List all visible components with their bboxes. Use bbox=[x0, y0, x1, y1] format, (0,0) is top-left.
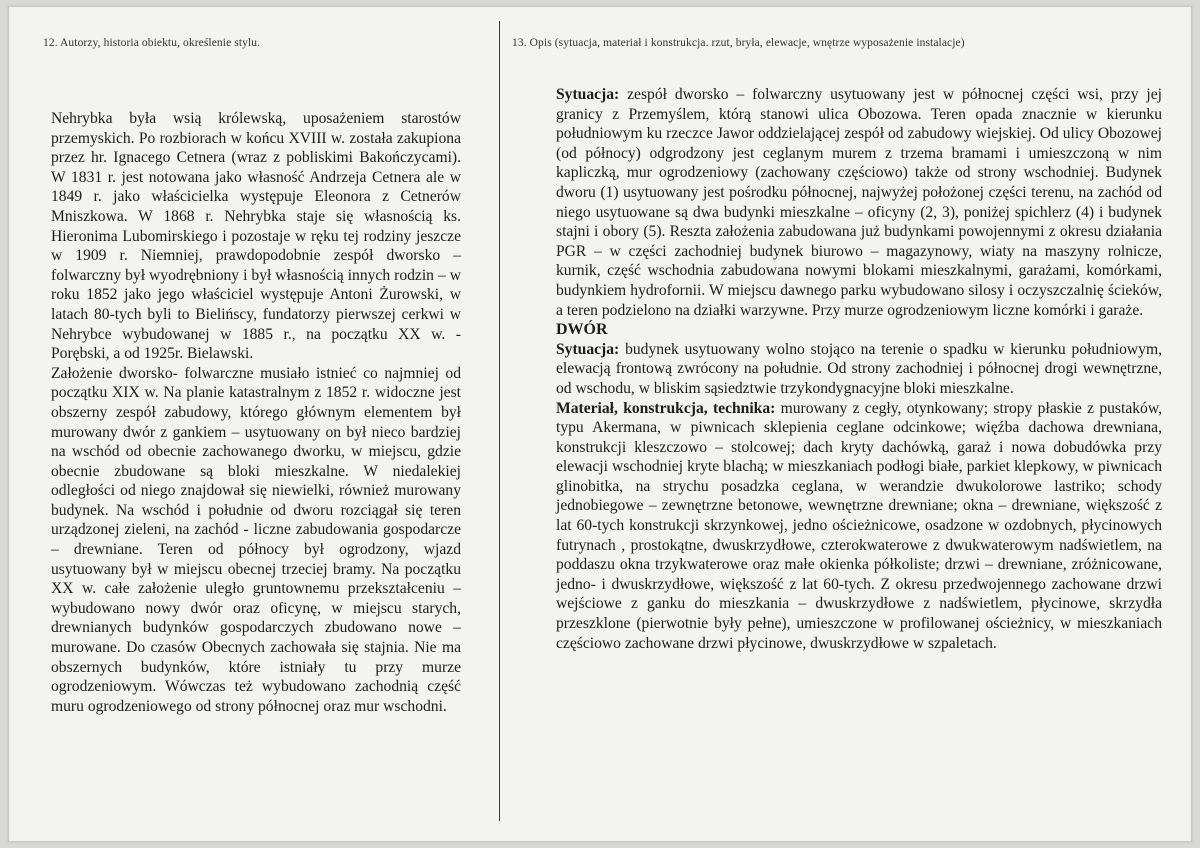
site-situation-paragraph bbox=[556, 85, 1162, 320]
manor-situation-paragraph bbox=[556, 340, 1162, 399]
material-paragraph bbox=[556, 399, 1162, 654]
material-text: murowany z cegły, otynkowany; stropy płaskie z pustaków, typu Akermana, w piwnicach sklepienia ceglane odcinkowe; więźba dachowa drewniana, konstrukcji kleszczowo – stolcowej; dach kryty dachówką, garaż i nowa dobudówka przy elewacji wschodniej kryte blachą; w mieszkaniach podłogi białe, parkiet klepkowy, w piwnicach glinobitka, na strychu posadzka ceglana, w werandzie dwukolorowe lastriko; schody jednobiegowe – zewnętrzne betonowe, wewnętrzne drewniane; okna – drewniane, większość z lat 60-tych konstrukcji skrzynkowej, jedno ościeżnicowe, osadzone w ozdobnych, płycinowych futrynach , prostokątne, dwuskrzydłowe, czterokwaterowe z dwukwaterowym nadświetlem, na poddaszu okna trzykwaterowe oraz małe okienka półkoliste; drzwi – drewniane, zróżnicowane, jedno- i dwuskrzydłowe, większość z lat 60-tych. Z okresu przedwojennego zachowane drzwi wejściowe z ganku do mieszkania – dwuskrzydłowe z nadświetlem, płycinowe, skrzydła przeszklone (pierwotnie były pełne), umieszczone w profilowanej ościeżnicy, w mieszkaniach częściowo zachowane drzwi płycinowe, dwuskrzydłowe w szpaletach. bbox=[556, 399, 1162, 652]
manor-situation-text: budynek usytuowany wolno stojąco na terenie o spadku w kierunku południowym, elewacją frontową zwrócony na południe. Od strony zachodniej i północnej drogi wewnętrzne, od wschodu, w bliskim sąsiedztwie trzykondygnacyjne bloki mieszkalne. bbox=[556, 340, 1162, 397]
history-column bbox=[51, 109, 461, 716]
manor-heading: DWÓR bbox=[556, 321, 608, 339]
site-situation-label: Sytuacja: bbox=[556, 86, 620, 103]
history-paragraph-2: Założenie dworsko- folwarczne musiało istnieć co najmniej od początku XIX w. Na planie katastralnym z 1852 r. widoczne jest obszerny zespół zabudowy, którego głównym elementem był murowany dwór z gankiem – usytuowany on był nieco bardziej na wschód od obecnie zachowanego dworku, w miejscu, gdzie obecnie zbudowane są bloki mieszkalne. W niedalekiej odległości od niego znajdował się niewielki, również murowany budynek. Na wschód i południe od dworu rozciągał się teren urządzonej zieleni, na zachód - liczne zabudowania gospodarcze – drewniane. Teren od północy był ogrodzony, wjazd usytuowany był w miejscu obecnej trzeciej bramy. Na początku XX w. całe założenie uległo gruntownemu przekształceniu – wybudowano nowy dwór oraz oficynę, w miejscu starych, drewnianych budynków gospodarczych zbudowano nowe – murowane. Do czasów Obecnych zachowała się stajnia. Nie ma obszernych budynków, które istniały tu przy murze ogrodzeniowym. Wówczas też wybudowano zachodnią część muru ogrodzeniowego od strony północnej oraz mur wschodni. bbox=[51, 364, 461, 715]
document-page bbox=[8, 6, 1192, 842]
column-divider bbox=[499, 21, 500, 821]
material-label: Materiał, konstrukcja, technika: bbox=[556, 399, 776, 417]
description-column bbox=[556, 85, 1162, 653]
history-paragraph-1: Nehrybka była wsią królewską, uposażeniem starostów przemyskich. Po rozbiorach w końcu XVIII w. została zakupiona przez hr. Ignacego Cetnera (wraz z pobliskimi Bakończycami). W 1831 r. jest notowana jako własność Andrzeja Cetnera ale w 1849 r. jako właścicielka występuje Eleonora z Cetnerów Mniszkowa. W 1868 r. Nehrybka staje się własnością ks. Hieronima Lubomirskiego i pozostaje w ręku tej rodziny jeszcze w 1909 r. Niemniej, prawdopodobnie zespół dworsko – folwarczny był wyodrębniony i był własnością innych rodzin – w roku 1852 jako jego właściciel występuje Antoni Żurowski, w latach 80-tych byli to Bielińscy, fundatorzy pierwszej cerkwi w Nehrybce wybudowanej w 1885 r., na początku XX w. - Porębski, a od 1925r. Bielawski. bbox=[51, 110, 461, 363]
left-section-header: 12. Autorzy, historia obiektu, określenie stylu. bbox=[43, 37, 261, 49]
manor-situation-label: Sytuacja: bbox=[556, 340, 620, 358]
right-section-header: 13. Opis (sytuacja, materiał i konstrukcja. rzut, bryła, elewacje, wnętrze wyposażenie instalacje) bbox=[512, 37, 965, 49]
site-situation-text: zespół dworsko – folwarczny usytuowany jest w północnej części wsi, przy jej granicy z Przemyślem, którą stanowi ulica Obozowa. Teren opada znacznie w kierunku południowym ku rzeczce Jawor oddzielającej zespół od zabudowy wiejskiej. Od ulicy Obozowej (od północy) odgrodzony jest ceglanym murem z trzema bramami i umieszczoną w nim kapliczką, mur ogrodzeniowy (zachowany częściowo) także od strony wschodniej. Budynek dworu (1) usytuowany jest pośrodku północnej, najwyżej położonej części terenu, na zachód od niego usytuowane są dwa budynki mieszkalne – oficyny (2, 3), poniżej spichlerz (4) i budynek stajni i obory (5). Reszta założenia zabudowana już budynkami powojennymi z okresu działania PGR – w części zachodniej budynek biurowo – magazynowy, wiaty na maszyny rolnicze, kurnik, część wschodnia zabudowana nowymi blokami mieszkalnymi, garażami, komórkami, budynkiem hydrofornii. W miejscu dawnego parku wybudowano silosy i oczyszczalnię ścieków, a teren podzielono na działki warzywne. Przy murze ogrodzeniowym liczne komórki i garaże. bbox=[556, 86, 1162, 319]
